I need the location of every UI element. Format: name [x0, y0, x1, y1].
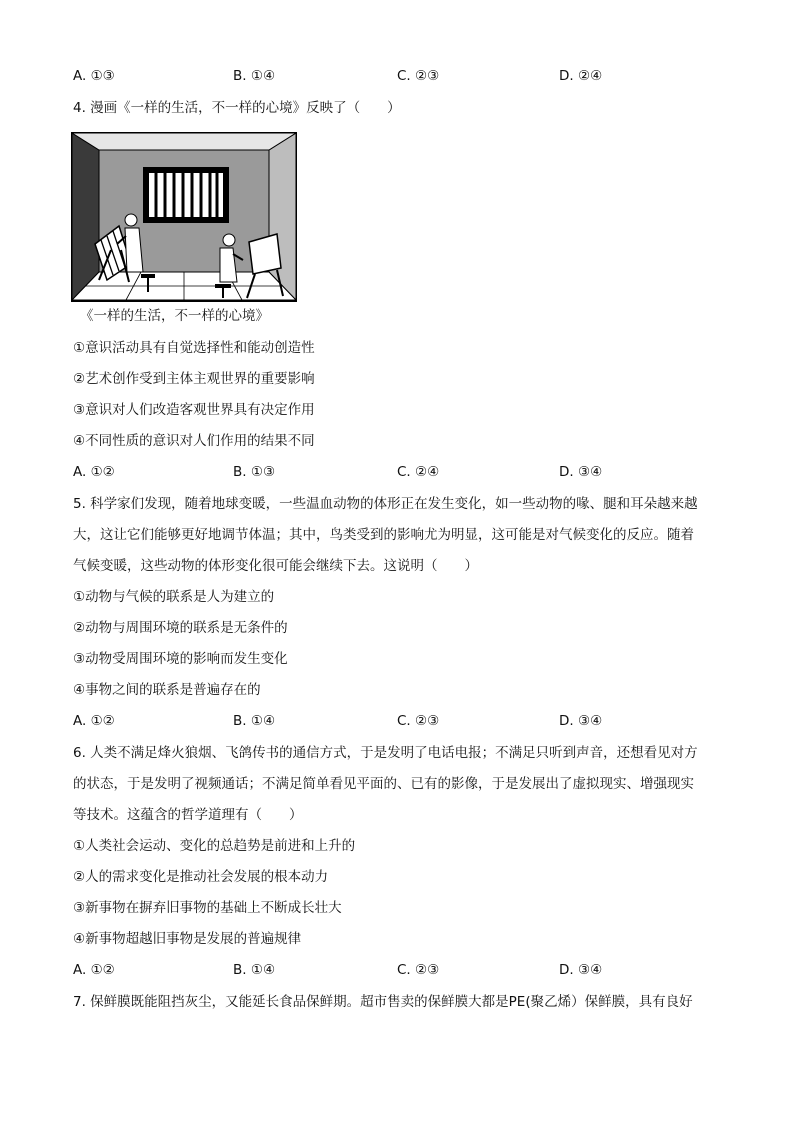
cartoon-illustration — [71, 132, 297, 302]
q5-stem-line-2: 大，这让它们能够更好地调节体温；其中，鸟类受到的影响尤为明显，这可能是对气候变化的反应。随着 — [73, 527, 694, 543]
q4-item-4: ④不同性质的意识对人们作用的结果不同 — [73, 433, 315, 449]
q5-option-d[interactable]: D. ③④ — [559, 713, 603, 729]
q3-option-b[interactable]: B. ①④ — [233, 68, 276, 84]
q3-option-c[interactable]: C. ②③ — [397, 68, 440, 84]
q4-item-3: ③意识对人们改造客观世界具有决定作用 — [73, 402, 315, 418]
q5-item-2: ②动物与周围环境的联系是无条件的 — [73, 620, 288, 636]
q5-stem-line-3: 气候变暖，这些动物的体形变化很可能会继续下去。这说明（ ） — [73, 558, 478, 574]
q4-option-d[interactable]: D. ③④ — [559, 464, 603, 480]
q6-item-2: ②人的需求变化是推动社会发展的根本动力 — [73, 869, 329, 885]
q6-option-a[interactable]: A. ①② — [73, 962, 115, 978]
q4-item-2: ②艺术创作受到主体主观世界的重要影响 — [73, 371, 315, 387]
q6-option-c[interactable]: C. ②③ — [397, 962, 440, 978]
q6-options — [73, 960, 733, 980]
q5-option-a[interactable]: A. ①② — [73, 713, 115, 729]
q5-option-c[interactable]: C. ②③ — [397, 713, 440, 729]
q4-options — [73, 462, 733, 482]
q6-item-1: ①人类社会运动、变化的总趋势是前进和上升的 — [73, 838, 356, 854]
q5-item-1: ①动物与气候的联系是人为建立的 — [73, 589, 275, 605]
q6-item-3: ③新事物在摒弃旧事物的基础上不断成长壮大 — [73, 900, 342, 916]
q5-option-b[interactable]: B. ①④ — [233, 713, 276, 729]
q4-option-b[interactable]: B. ①③ — [233, 464, 276, 480]
q3-options — [73, 66, 733, 86]
q6-stem-line-3: 等技术。这蕴含的哲学道理有（ ） — [73, 807, 303, 823]
q5-item-4: ④事物之间的联系是普遍存在的 — [73, 682, 261, 698]
q6-option-b[interactable]: B. ①④ — [233, 962, 276, 978]
q4-option-c[interactable]: C. ②④ — [397, 464, 440, 480]
q3-option-a[interactable]: A. ①③ — [73, 68, 115, 84]
q6-stem-line-2: 的状态，于是发明了视频通话；不满足简单看见平面的、已有的影像，于是发展出了虚拟现实、增强现实 — [73, 776, 694, 792]
q3-option-d[interactable]: D. ②④ — [559, 68, 603, 84]
q5-options — [73, 711, 733, 731]
q5-stem-line-1: 5. 科学家们发现，随着地球变暖，一些温血动物的体形正在发生变化，如一些动物的喙、腿和耳朵越来越 — [73, 496, 698, 512]
q6-stem-line-1: 6. 人类不满足烽火狼烟、飞鸽传书的通信方式，于是发明了电话电报；不满足只听到声音，还想看见对方 — [73, 745, 698, 761]
q6-option-d[interactable]: D. ③④ — [559, 962, 603, 978]
q4-stem: 4. 漫画《一样的生活，不一样的心境》反映了（ ） — [73, 100, 401, 116]
q5-item-3: ③动物受周围环境的影响而发生变化 — [73, 651, 288, 667]
q6-item-4: ④新事物超越旧事物是发展的普遍规律 — [73, 931, 302, 947]
q7-stem-line-1: 7. 保鲜膜既能阻挡灰尘，又能延长食品保鲜期。超市售卖的保鲜膜大都是PE(聚乙烯）保鲜膜，具有良好 — [73, 994, 693, 1010]
q4-option-a[interactable]: A. ①② — [73, 464, 115, 480]
cartoon-caption: 《一样的生活，不一样的心境》 — [80, 308, 269, 324]
q4-item-1: ①意识活动具有自觉选择性和能动创造性 — [73, 340, 315, 356]
